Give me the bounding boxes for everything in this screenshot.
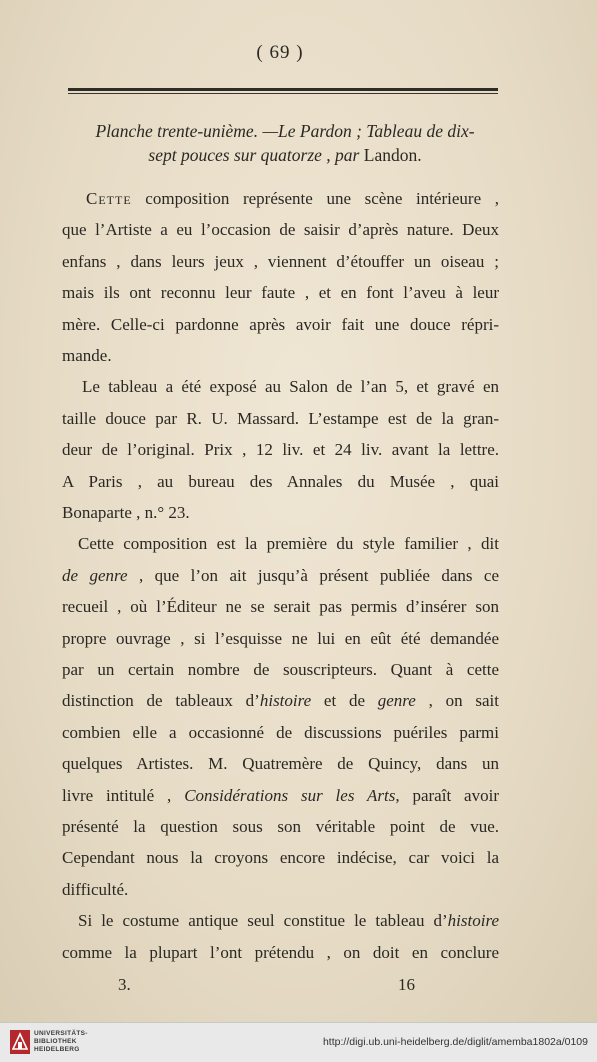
p1-line4: mais ils ont reconnu leur faute , et en font l’aveu à leur — [62, 283, 499, 303]
p3-line2-rest: , que l’on ait jusqu’à présent publiée dans ce — [127, 565, 499, 585]
p1-line1-rest: composition représente une scène intérieure , — [131, 189, 499, 208]
p3-line8: quelques Artistes. M. Quatremère de Quincy, dans un — [62, 754, 499, 774]
p3-line11: Cependant nous la croyons encore indécise, car voici la — [62, 848, 499, 868]
p2-line3: deur de l’original. Prix , 12 liv. et 24 liv. avant la lettre. — [62, 440, 499, 460]
logo-line-3: HEIDELBERG — [34, 1046, 80, 1053]
university-seal-icon — [9, 1029, 31, 1055]
signature-mark-left: 3. — [118, 975, 131, 994]
signature-mark-right: 16 — [398, 975, 415, 994]
library-logo-text — [34, 1030, 88, 1054]
page-number: ( 69 ) — [256, 42, 304, 63]
p4-line1-a: Si le costume antique seul constitue le tableau d’ — [78, 911, 448, 931]
p3-line6 — [62, 690, 499, 712]
p1-line2: que l’Artiste a eu l’occasion de saisir d’après nature. Deux — [62, 220, 499, 240]
logo-line-2: BIBLIOTHEK — [34, 1038, 77, 1045]
p3-line2 — [62, 565, 499, 587]
p1-lead-caps: Cette — [86, 189, 132, 208]
p3-genre-term: de genre — [62, 565, 128, 585]
p2-line4: A Paris , au bureau des Annales du Musée , quai — [62, 471, 499, 491]
plate-title-line2: sept pouces sur quatorze , par — [148, 145, 364, 165]
p3-line6-c: , on sait — [415, 691, 499, 711]
p3-line7: combien elle a occasionné de discussions puériles parmi — [62, 722, 499, 742]
plate-title-cont — [60, 144, 510, 166]
p3-line3: recueil , où l’Éditeur ne se serait pas permis d’insérer son — [62, 597, 499, 617]
p3-line9 — [62, 785, 499, 807]
p4-histoire-term: histoire — [447, 911, 499, 931]
footer-bar — [0, 1022, 597, 1062]
p3-line9-b: , paraît avoir — [395, 785, 499, 805]
p1-line1 — [86, 188, 499, 210]
p2-line5: Bonaparte , n.° 23. — [62, 503, 190, 522]
p2-line2: taille douce par R. U. Massard. L’estampe est de la gran- — [62, 408, 499, 428]
source-url-link[interactable]: http://digi.ub.uni-heidelberg.de/diglit/amemba1802a/0109 — [322, 1036, 588, 1048]
p4-line2: comme la plupart l’ont prétendu , on doit en conclure — [62, 942, 499, 962]
p3-line9-a: livre intitulé , — [62, 785, 185, 805]
p3-line5: par un certain nombre de souscripteurs. Quant à cette — [62, 660, 499, 679]
header-rule-thick — [68, 88, 498, 91]
p3-genre-term-2: genre — [377, 691, 416, 711]
p3-line12: difficulté. — [62, 879, 129, 899]
plate-artist: Landon. — [363, 145, 422, 165]
plate-title-line1: Planche trente-unième. —Le Pardon ; Tableau de dix- — [95, 121, 475, 141]
p2-line1: Le tableau a été exposé au Salon de l’an 5, et gravé en — [82, 377, 499, 397]
p1-line5: mère. Celle-ci pardonne après avoir fait une douce répri- — [62, 314, 499, 334]
p3-histoire-term: histoire — [259, 691, 312, 711]
p3-book-title: Considérations sur les Arts — [184, 785, 396, 805]
p3-line10: présenté la question sous son véritable point de vue. — [62, 817, 499, 836]
p1-line3: enfans , dans leurs jeux , viennent d’étouffer un oiseau ; — [62, 251, 499, 271]
plate-title — [60, 120, 510, 142]
p3-line6-a: distinction de tableaux d’ — [62, 691, 260, 711]
p3-line1: Cette composition est la première du style familier , dit — [78, 534, 499, 554]
p4-line1 — [78, 910, 499, 932]
p3-line6-b: et de — [311, 691, 378, 711]
p3-line4: propre ouvrage , si l’esquisse ne lui en eût été demandée — [62, 628, 499, 648]
logo-line-1: UNIVERSITÄTS- — [34, 1030, 88, 1037]
header-rule-thin — [68, 93, 498, 94]
p1-line6: mande. — [62, 346, 112, 365]
